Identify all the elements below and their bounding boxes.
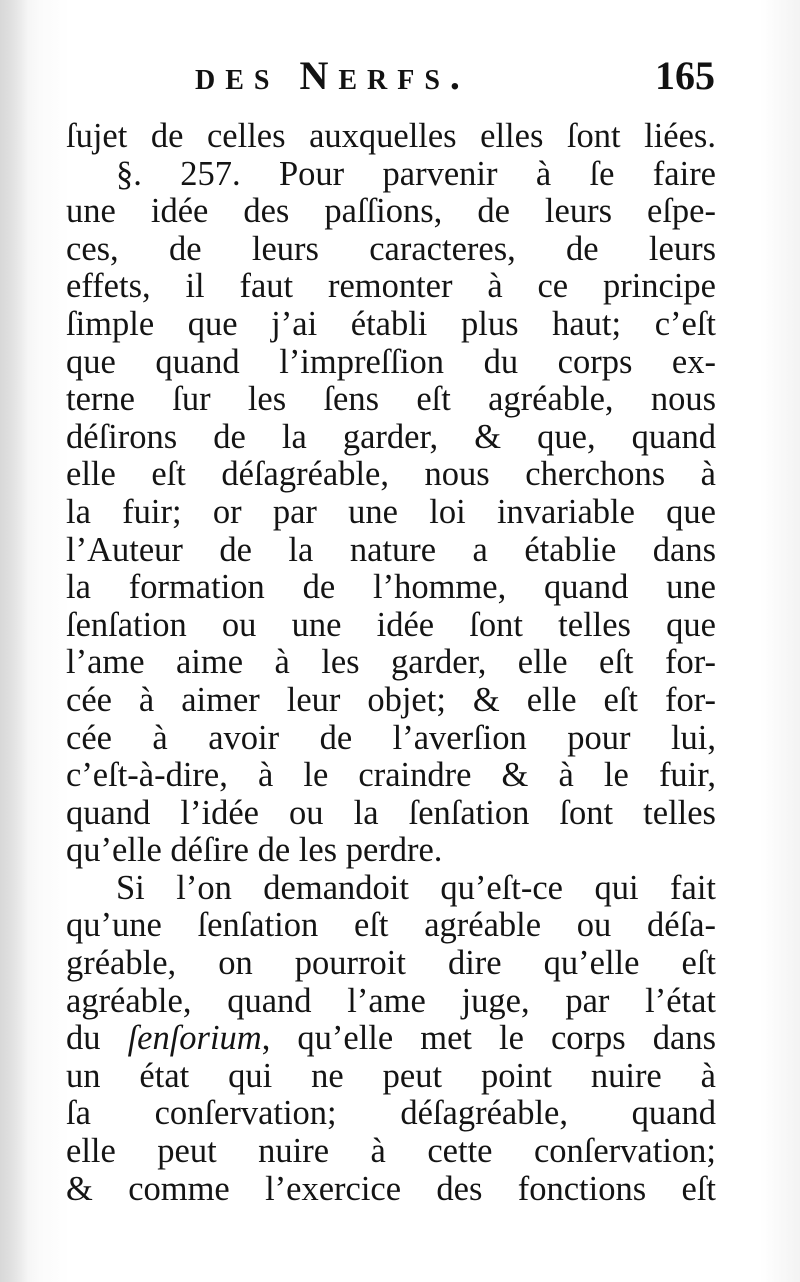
text-line: & comme l’exercice des fonctions eſt: [66, 1169, 716, 1208]
page-gutter-shadow: [0, 0, 28, 1282]
text-line: terne ſur les ſens eſt agréable, nous: [66, 380, 716, 419]
text-line: un état qui ne peut point nuire à: [66, 1056, 716, 1095]
text-line: une idée des paſſions, de leurs eſpe-: [66, 192, 716, 231]
italic-term: ſenſorium: [127, 1019, 262, 1058]
text-line: qu’une ſenſation eſt agréable ou déſa-: [66, 906, 716, 945]
page-number: 165: [655, 53, 715, 98]
text-line: la fuir; or par une loi invariable que: [66, 492, 716, 531]
text-line: ſa conſervation; déſagréable, quand: [66, 1094, 716, 1133]
text-fragment: , qu’elle met le corps dans: [261, 1019, 717, 1058]
text-line: gréable, on pourroit dire qu’elle eſt: [66, 944, 716, 983]
text-line: la formation de l’homme, quand une: [66, 568, 716, 607]
text-line: déſirons de la garder, & que, quand: [66, 417, 716, 456]
text-line: quand l’idée ou la ſenſation ſont telles: [66, 793, 716, 832]
text-line: qu’elle déſire de les perdre.: [66, 831, 443, 870]
text-line: ſenſation ou une idée ſont telles que: [66, 605, 716, 644]
text-line: ſujet de celles auxquelles elles ſont liées.: [66, 117, 716, 155]
page-header: [195, 52, 725, 102]
text-line-with-italic: [66, 1020, 716, 1058]
text-line: agréable, quand l’ame juge, par l’état: [66, 981, 716, 1020]
text-line: cée à aimer leur objet; & elle eſt for-: [66, 680, 716, 719]
text-fragment: du: [66, 1019, 128, 1058]
text-line: l’ame aime à les garder, elle eſt for-: [66, 643, 716, 682]
text-line: cée à avoir de l’averſion pour lui,: [66, 718, 716, 757]
running-title: des Nerfs.: [195, 53, 470, 98]
text-line: Si l’on demandoit qu’eſt-ce qui fait: [116, 868, 716, 907]
text-line: elle peut nuire à cette conſervation;: [66, 1132, 716, 1171]
text-line: ſimple que j’ai établi plus haut; c’eſt: [66, 304, 716, 343]
text-line: elle eſt déſagréable, nous cherchons à: [66, 455, 716, 494]
text-line: §. 257. Pour parvenir à ſe faire: [116, 154, 716, 193]
text-line: c’eſt-à-dire, à le craindre & à le fuir,: [66, 756, 716, 795]
body-text: [66, 118, 716, 1208]
text-line: ces, de leurs caracteres, de leurs: [66, 229, 716, 268]
text-line: que quand l’impreſſion du corps ex-: [66, 342, 716, 381]
text-line: l’Auteur de la nature a établie dans: [66, 530, 716, 569]
text-line: effets, il faut remonter à ce principe: [66, 267, 716, 306]
